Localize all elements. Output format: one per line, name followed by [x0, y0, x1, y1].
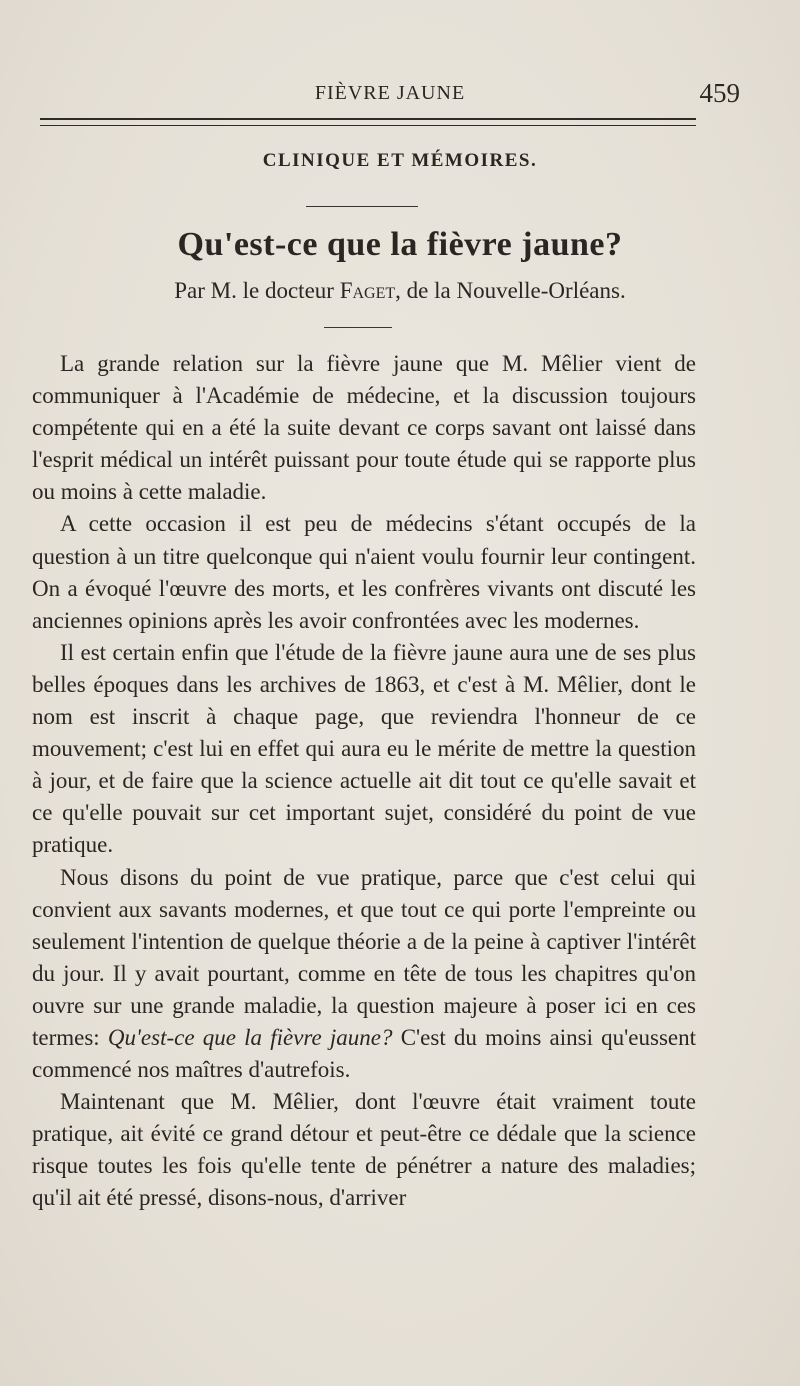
paragraph-1: La grande relation sur la fièvre jaune que M. Mêlier vient de communiquer à l'Académie de médecine, et la discussion toujours compétente qui en a été la suite devant ce corps savant ont laissé dans l'esprit médical un intérêt puissant pour toute étude qui se rapporte plus ou moins à cette maladie.	[32, 351, 696, 505]
paragraph-4-text-after: C'est du moins ainsi qu'eussent commencé nos maîtres d'autrefois.	[32, 1024, 696, 1083]
byline-divider-rule	[324, 327, 392, 328]
paragraph-2: A cette occasion il est peu de médecins s'étant occupés de la question à un titre quelconque qui n'aient voulu fournir leur contingent. On a évoqué l'œuvre des morts, et les confrères vivants ont discuté les anciennes opinions après les avoir confrontées avec les modernes.	[32, 511, 696, 633]
running-head	[40, 78, 740, 114]
byline-author: Faget	[339, 278, 396, 303]
paragraph-4-italic-question: Qu'est-ce que la fièvre jaune?	[107, 1024, 393, 1050]
section-divider-rule	[306, 206, 418, 207]
article-title: Qu'est-ce que la fièvre jaune?	[177, 226, 623, 263]
paragraph-5: Maintenant que M. Mêlier, dont l'œuvre était vraiment toute pratique, ait évité ce grand détour et peut-être ce dédale que la science risque toutes les fois qu'elle tente de pénétrer a nature des maladies; qu'il ait été pressé, disons-nous, d'arriver	[32, 1089, 696, 1211]
running-title: FIÈVRE JAUNE	[314, 82, 466, 104]
page-number: 459	[699, 78, 740, 108]
byline-suffix: , de la Nouvelle-Orléans.	[395, 278, 626, 303]
byline	[0, 278, 800, 304]
article-body	[32, 348, 696, 1215]
paragraph-4-text-before: Nous disons du point de vue pratique, parce que c'est celui qui convient aux savants modernes, et que tout ce qui porte l'empreinte ou seulement l'intention de quelque théorie a de la peine à captiver l'intérêt du jour. Il y avait pourtant, comme en tête de tous les chapitres qu'on ouvre sur une grande maladie, la question majeure à poser ici en ces termes:	[32, 864, 696, 1050]
byline-prefix: Par M. le docteur	[174, 278, 340, 303]
section-title: CLINIQUE ET MÉMOIRES.	[262, 150, 538, 171]
paragraph-4	[32, 862, 696, 1087]
header-double-rule	[40, 118, 696, 126]
paragraph-3: Il est certain enfin que l'étude de la fièvre jaune aura une de ses plus belles époques dans les archives de 1863, et c'est à M. Mêlier, dont le nom est inscrit à chaque page, que reviendra l'honneur de ce mouvement; c'est lui en effet qui aura eu le mérite de mettre la question à jour, et de faire que la science actuelle ait dit tout ce qu'elle savait et ce qu'elle pouvait sur cet important sujet, considéré du point de vue pratique.	[32, 639, 696, 858]
